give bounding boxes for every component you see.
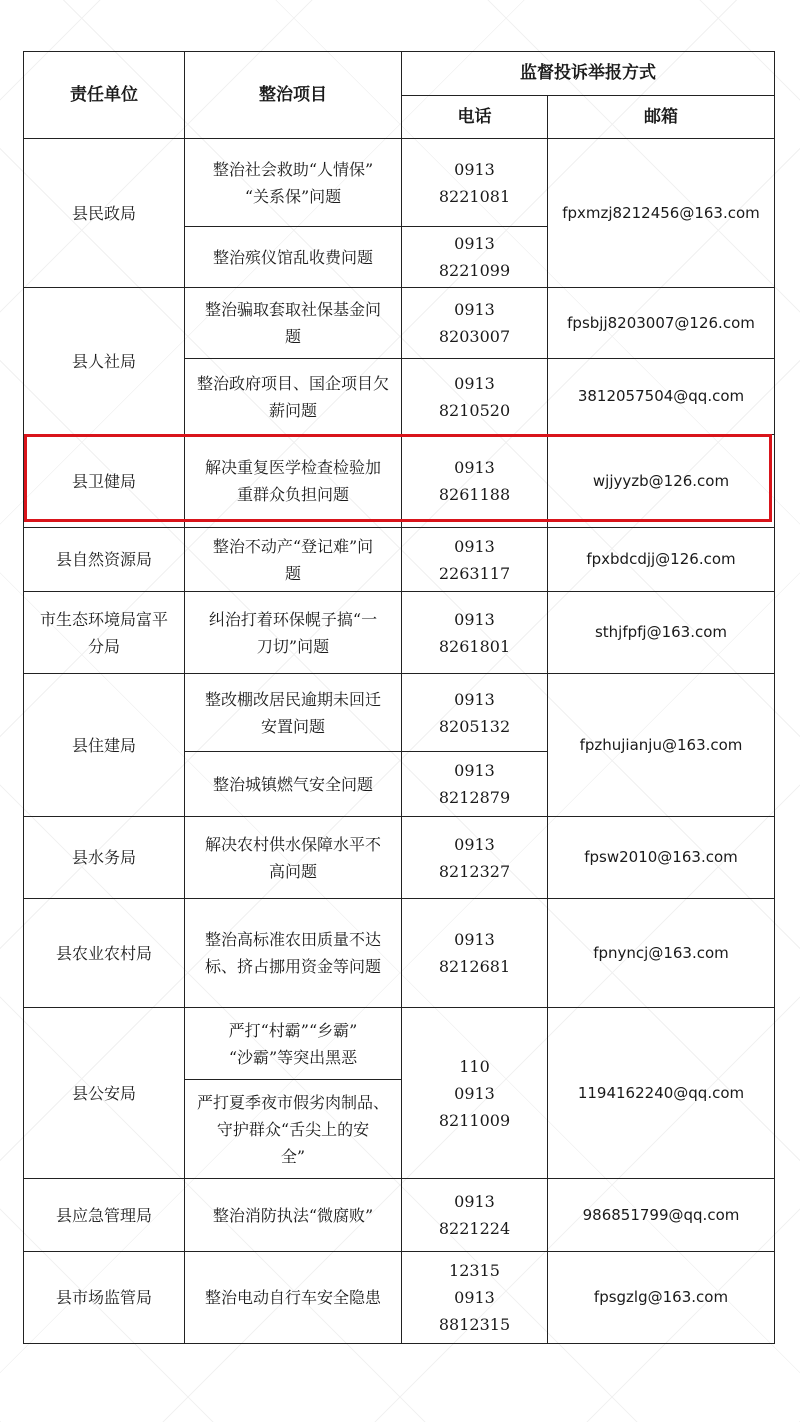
cell-project: 整治高标准农田质量不达 标、挤占挪用资金等问题 xyxy=(185,899,402,1008)
cell-phone: 110 0913 8211009 xyxy=(402,1008,548,1179)
cell-unit: 县市场监管局 xyxy=(24,1252,185,1344)
table-row xyxy=(24,592,775,674)
cell-email: fpxbdcdjj@126.com xyxy=(548,528,775,592)
cell-phone: 0913 2263117 xyxy=(402,528,548,592)
header-project: 整治项目 xyxy=(185,52,402,139)
cell-phone: 0913 8221099 xyxy=(402,227,548,288)
table-row xyxy=(24,674,775,752)
cell-project: 整治消防执法“微腐败” xyxy=(185,1179,402,1252)
cell-project: 整治骗取套取社保基金问 题 xyxy=(185,288,402,359)
header-unit: 责任单位 xyxy=(24,52,185,139)
cell-email: fpzhujianju@163.com xyxy=(548,674,775,817)
header-phone: 电话 xyxy=(402,96,548,139)
cell-project: 严打“村霸”“乡霸” “沙霸”等突出黑恶 xyxy=(185,1008,402,1080)
cell-phone: 12315 0913 8812315 xyxy=(402,1252,548,1344)
cell-phone: 0913 8203007 xyxy=(402,288,548,359)
cell-unit: 县住建局 xyxy=(24,674,185,817)
table-row xyxy=(24,1008,775,1080)
header-row xyxy=(24,52,775,96)
cell-phone: 0913 8221081 xyxy=(402,139,548,227)
cell-unit: 县卫健局 xyxy=(24,435,185,528)
cell-phone: 0913 8261801 xyxy=(402,592,548,674)
cell-unit: 县自然资源局 xyxy=(24,528,185,592)
header-complaint: 监督投诉举报方式 xyxy=(402,52,775,96)
cell-unit: 县人社局 xyxy=(24,288,185,435)
cell-phone: 0913 8205132 xyxy=(402,674,548,752)
cell-project: 整治不动产“登记难”问 题 xyxy=(185,528,402,592)
cell-phone: 0913 8261188 xyxy=(402,435,548,528)
cell-email: fpsw2010@163.com xyxy=(548,817,775,899)
table-row xyxy=(24,139,775,227)
cell-project: 整治电动自行车安全隐患 xyxy=(185,1252,402,1344)
cell-project: 整治殡仪馆乱收费问题 xyxy=(185,227,402,288)
cell-phone: 0913 8212879 xyxy=(402,752,548,817)
cell-project: 严打夏季夜市假劣肉制品、 守护群众“舌尖上的安 全” xyxy=(185,1080,402,1179)
cell-email: 3812057504@qq.com xyxy=(548,359,775,435)
cell-project: 整治政府项目、国企项目欠 薪问题 xyxy=(185,359,402,435)
cell-email: wjjyyzb@126.com xyxy=(548,435,775,528)
cell-project: 整治社会救助“人情保” “关系保”问题 xyxy=(185,139,402,227)
cell-project: 解决农村供水保障水平不 高问题 xyxy=(185,817,402,899)
table-row xyxy=(24,288,775,359)
complaint-table-container xyxy=(23,51,775,1344)
complaint-table xyxy=(23,51,775,1344)
cell-unit: 县农业农村局 xyxy=(24,899,185,1008)
cell-email: fpxmzj8212456@163.com xyxy=(548,139,775,288)
cell-email: 1194162240@qq.com xyxy=(548,1008,775,1179)
cell-email: fpsbjj8203007@126.com xyxy=(548,288,775,359)
cell-project: 纠治打着环保幌子搞“一 刀切”问题 xyxy=(185,592,402,674)
table-row xyxy=(24,435,775,528)
table-row xyxy=(24,528,775,592)
cell-unit: 县公安局 xyxy=(24,1008,185,1179)
cell-project: 整改棚改居民逾期未回迁 安置问题 xyxy=(185,674,402,752)
cell-email: 986851799@qq.com xyxy=(548,1179,775,1252)
cell-project: 解决重复医学检查检验加 重群众负担问题 xyxy=(185,435,402,528)
table-row xyxy=(24,899,775,1008)
cell-phone: 0913 8212681 xyxy=(402,899,548,1008)
cell-email: sthjfpfj@163.com xyxy=(548,592,775,674)
cell-unit: 市生态环境局富平 分局 xyxy=(24,592,185,674)
cell-phone: 0913 8210520 xyxy=(402,359,548,435)
cell-unit: 县民政局 xyxy=(24,139,185,288)
table-row xyxy=(24,1179,775,1252)
header-email: 邮箱 xyxy=(548,96,775,139)
cell-email: fpsgzlg@163.com xyxy=(548,1252,775,1344)
cell-phone: 0913 8221224 xyxy=(402,1179,548,1252)
table-row xyxy=(24,1252,775,1344)
cell-unit: 县水务局 xyxy=(24,817,185,899)
cell-email: fpnyncj@163.com xyxy=(548,899,775,1008)
cell-unit: 县应急管理局 xyxy=(24,1179,185,1252)
cell-phone: 0913 8212327 xyxy=(402,817,548,899)
table-row xyxy=(24,817,775,899)
cell-project: 整治城镇燃气安全问题 xyxy=(185,752,402,817)
